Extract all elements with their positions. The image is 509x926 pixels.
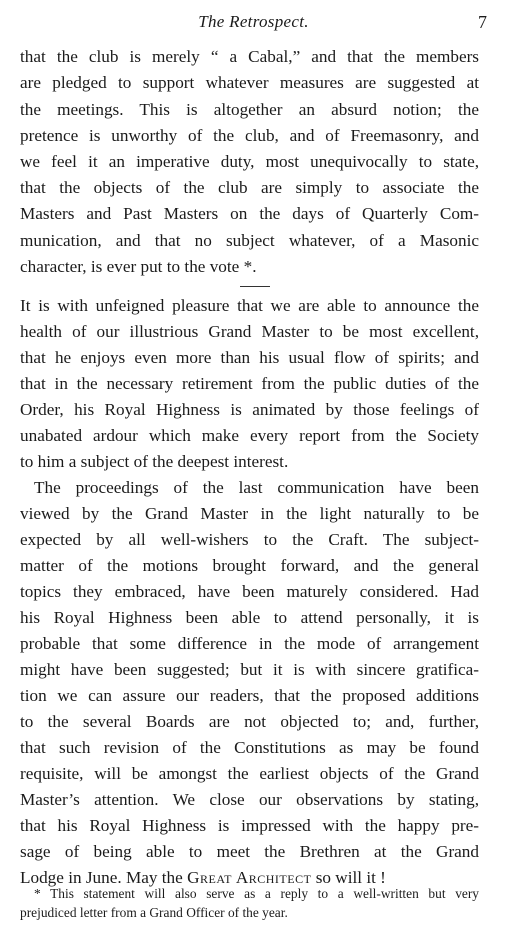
text-line: health of our illustrious Grand Master to be most excellent, <box>20 322 479 341</box>
small-caps-name: Great Architect <box>187 868 312 887</box>
text-line: pretence is unworthy of the club, and of Freemasonry, and <box>20 126 479 145</box>
running-head <box>20 12 487 34</box>
text-line: his Royal Highness been able to attend personally, it is <box>20 608 479 627</box>
text-line: munication, and that no subject whatever, of a Masonic <box>20 231 479 250</box>
text-line: character, is ever put to the vote *. <box>20 257 257 276</box>
text-line: requisite, will be amongst the earliest objects of the Grand <box>20 764 479 783</box>
running-title: The Retrospect. <box>198 12 309 31</box>
text-line: might have been suggested; but it is with sincere gratifica- <box>20 660 479 679</box>
text-line: to him a subject of the deepest interest. <box>20 452 289 471</box>
text-line: that the club is merely “ a Cabal,” and that the members <box>20 47 479 66</box>
section-divider <box>240 286 270 287</box>
text-line: that in the necessary retirement from the public duties of the <box>20 374 479 393</box>
text-line: the meetings. This is altogether an absurd notion; the <box>20 100 479 119</box>
footnote-line: * This statement will also serve as a reply to a well-written but very <box>34 886 479 901</box>
text-line: sage of being able to meet the Brethren at the Grand <box>20 842 479 861</box>
footnote-line: prejudiced letter from a Grand Officer of the year. <box>20 905 288 920</box>
text-line: that he enjoys even more than his usual flow of spirits; and <box>20 348 479 367</box>
text-line: Master’s attention. We close our observations by stating, <box>20 790 479 809</box>
text-line: Order, his Royal Highness is animated by those feelings of <box>20 400 479 419</box>
text-line: Masters and Past Masters on the days of Quarterly Com- <box>20 204 479 223</box>
text-line: that the objects of the club are simply to associate the <box>20 178 479 197</box>
text-run: so will it ! <box>311 868 386 887</box>
text-line: unabated ardour which make every report from the Society <box>20 426 479 445</box>
text-line: It is with unfeigned pleasure that we are able to announce the <box>20 296 479 315</box>
text-line: are pledged to support whatever measures are suggested at <box>20 73 479 92</box>
text-line: The proceedings of the last communication have been <box>34 478 479 497</box>
text-line: to the several Boards are not objected to; and, further, <box>20 712 479 731</box>
text-line: matter of the motions brought forward, and the general <box>20 556 479 575</box>
text-line: tion we can assure our readers, that the proposed additions <box>20 686 479 705</box>
text-line: probable that some difference in the mode of arrangement <box>20 634 479 653</box>
text-line: we feel it an imperative duty, most unequivocally to state, <box>20 152 479 171</box>
text-run: Lodge in June. May the <box>20 868 188 887</box>
text-line: expected by all well-wishers to the Craft. The subject- <box>20 530 479 549</box>
text-line: that such revision of the Constitutions as may be found <box>20 738 479 757</box>
text-line: viewed by the Grand Master in the light naturally to be <box>20 504 479 523</box>
page-number: 7 <box>478 12 487 32</box>
text-line: topics they embraced, have been maturely considered. Had <box>20 582 479 601</box>
text-line: that his Royal Highness is impressed with the happy pre- <box>20 816 479 835</box>
